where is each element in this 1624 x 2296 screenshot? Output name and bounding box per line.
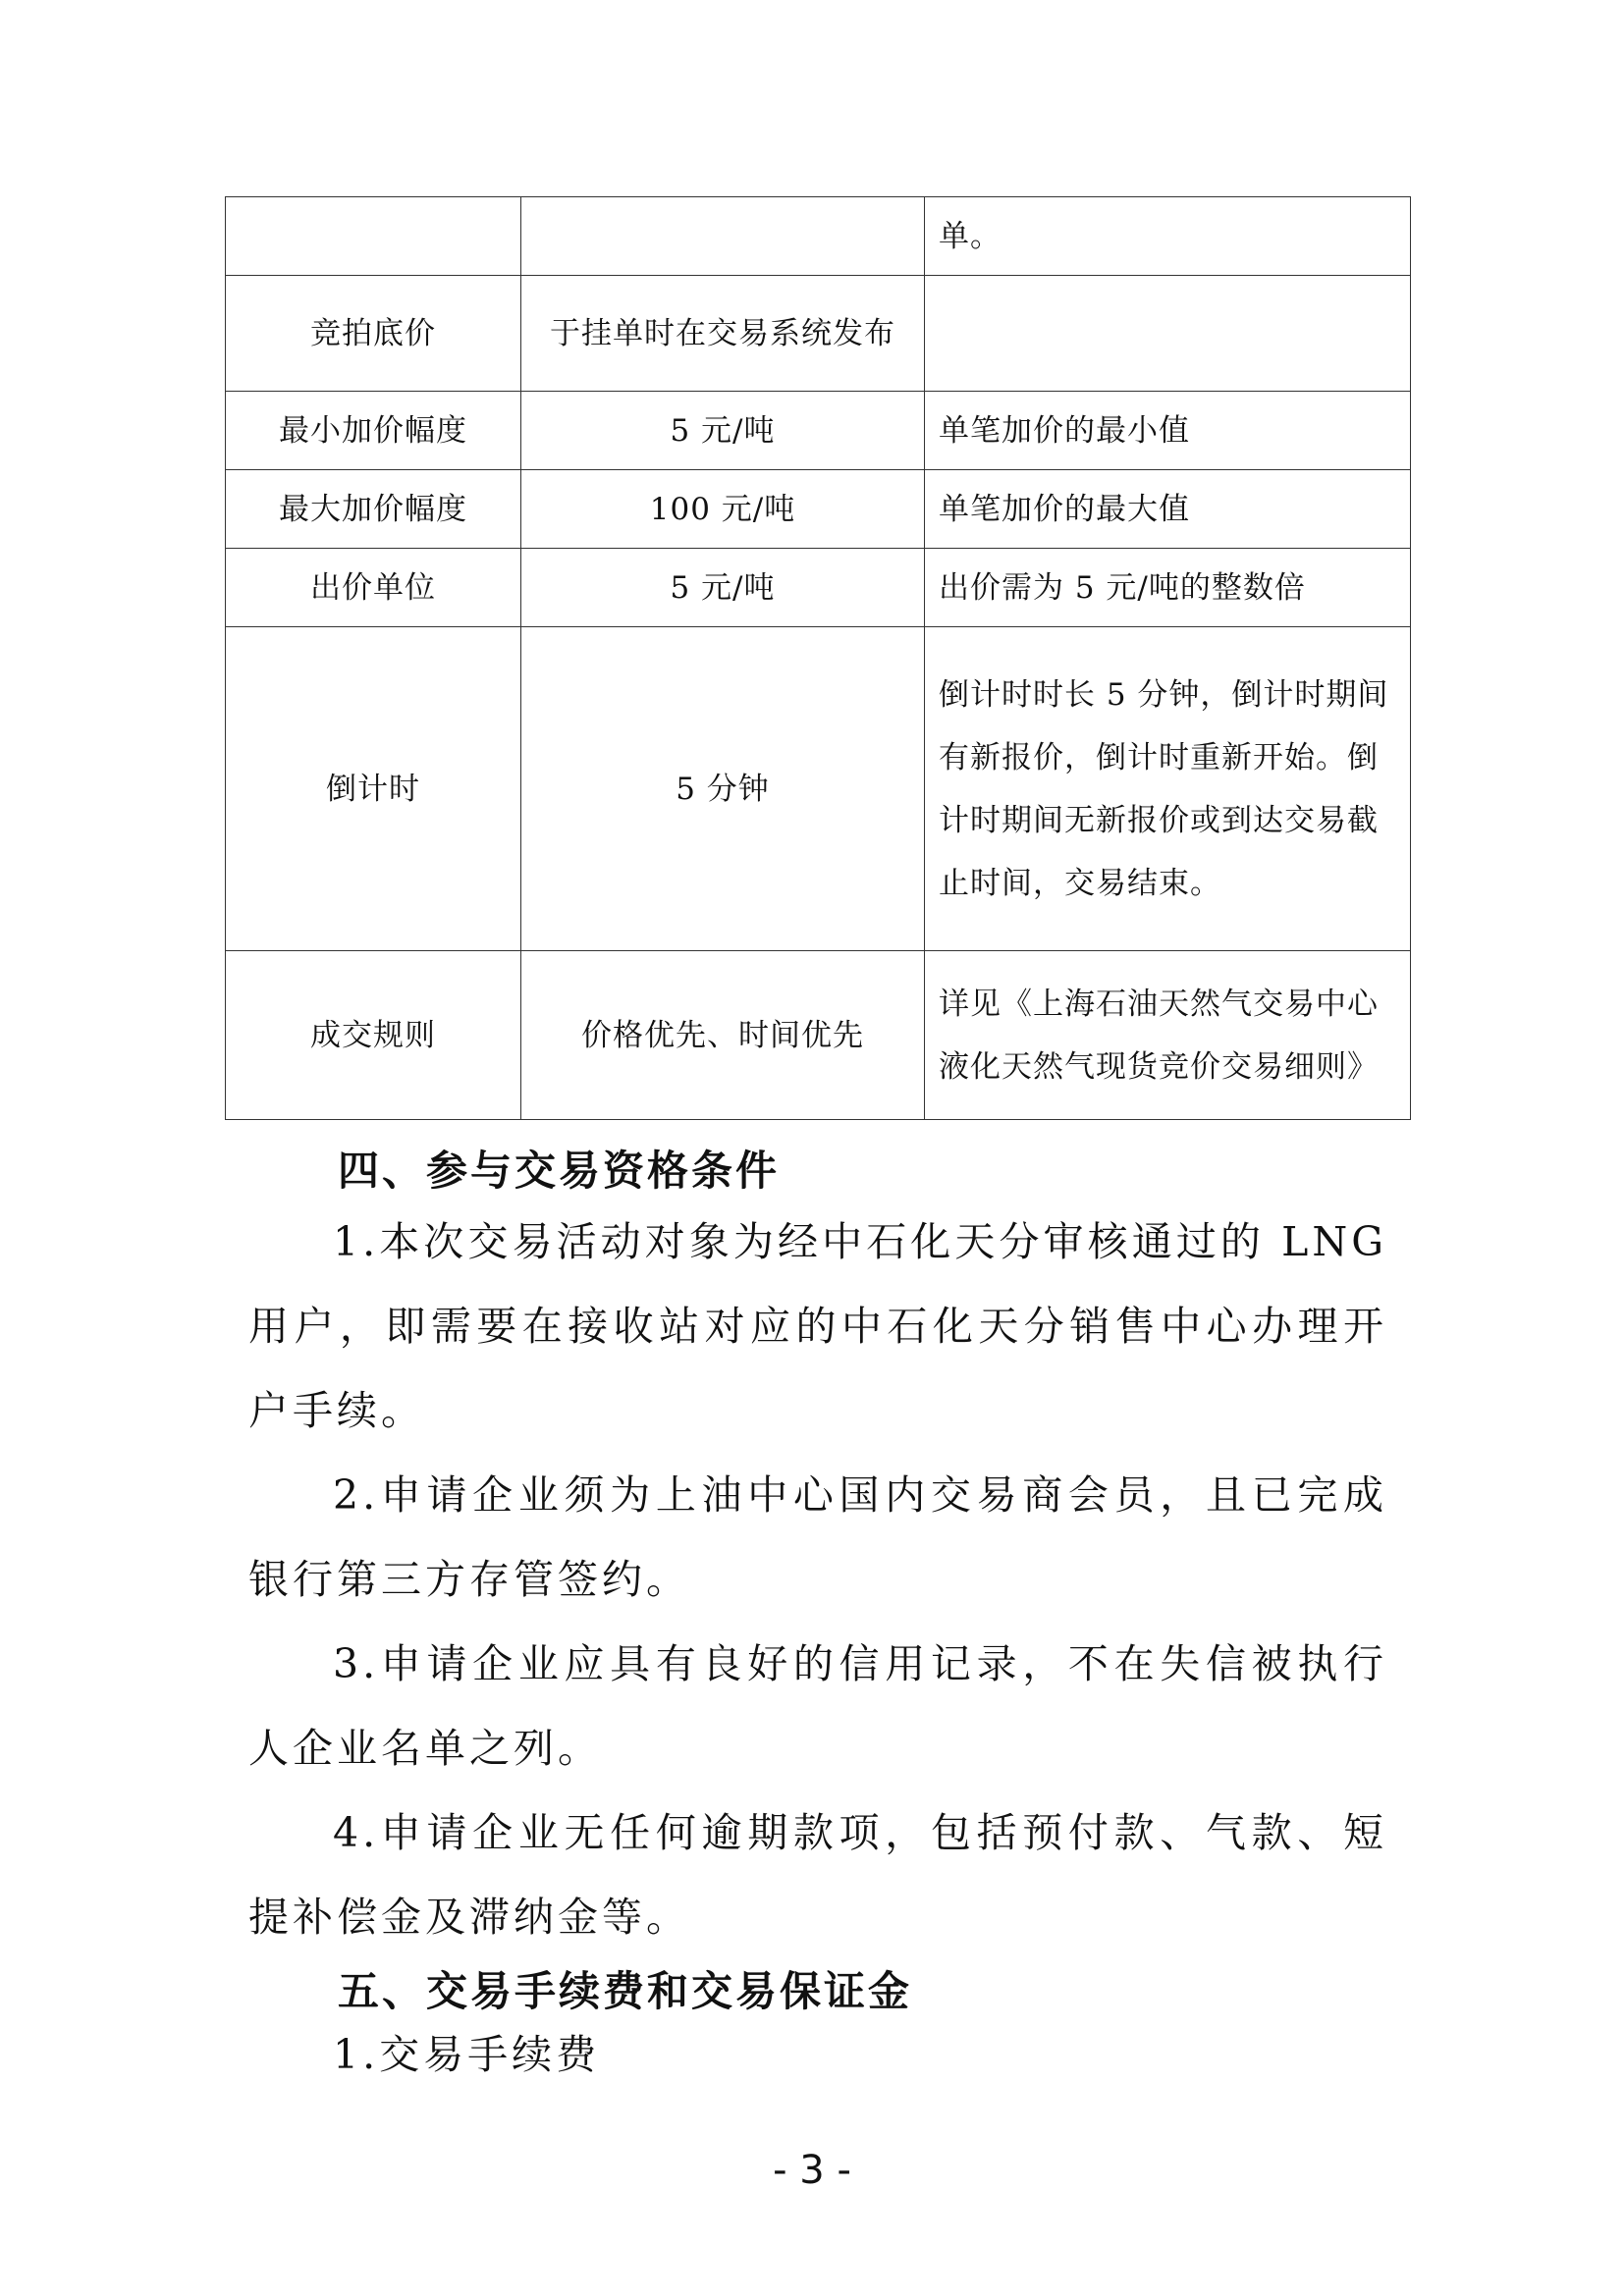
paragraph: 2.申请企业须为上油中心国内交易商会员，且已完成银行第三方存管签约。 [248, 1471, 1387, 1603]
table-cell: 单笔加价的最大值 [925, 470, 1411, 549]
paragraph: 1.交易手续费 [333, 2031, 601, 2078]
table-cell: 5 元/吨 [521, 392, 925, 470]
table-row [226, 627, 1411, 951]
table-row [226, 470, 1411, 549]
table-cell [925, 276, 1411, 392]
table-cell: 5 元/吨 [521, 549, 925, 627]
table-cell: 最大加价幅度 [226, 470, 521, 549]
section-heading: 五、交易手续费和交易保证金 [338, 1967, 913, 2015]
page-number: - 3 - [773, 2148, 851, 2193]
section-heading: 四、参与交易资格条件 [338, 1147, 781, 1195]
table-cell [521, 197, 925, 276]
table-cell: 竞拍底价 [226, 276, 521, 392]
paragraph: 1.本次交易活动对象为经中石化天分审核通过的 LNG 用户，即需要在接收站对应的中石化天分销售中心办理开户手续。 [248, 1218, 1387, 1434]
table-row [226, 392, 1411, 470]
table-cell: 成交规则 [226, 951, 521, 1120]
table-cell: 最小加价幅度 [226, 392, 521, 470]
table-cell: 倒计时时长 5 分钟，倒计时期间有新报价，倒计时重新开始。倒计时期间无新报价或到达交易截止时间，交易结束。 [925, 627, 1411, 951]
auction-rules-table [225, 196, 1411, 1120]
paragraph: 4.申请企业无任何逾期款项，包括预付款、气款、短提补偿金及滞纳金等。 [248, 1809, 1387, 1941]
table-cell [226, 197, 521, 276]
table-cell: 详见《上海石油天然气交易中心液化天然气现货竞价交易细则》 [925, 951, 1411, 1120]
table-cell: 单。 [925, 197, 1411, 276]
table-cell: 单笔加价的最小值 [925, 392, 1411, 470]
table-cell: 5 分钟 [521, 627, 925, 951]
table-cell: 100 元/吨 [521, 470, 925, 549]
table-cell: 于挂单时在交易系统发布 [521, 276, 925, 392]
table-row [226, 276, 1411, 392]
table-cell: 出价单位 [226, 549, 521, 627]
table-cell: 出价需为 5 元/吨的整数倍 [925, 549, 1411, 627]
table-row [226, 951, 1411, 1120]
table-row [226, 197, 1411, 276]
table-cell: 倒计时 [226, 627, 521, 951]
table-row [226, 549, 1411, 627]
table-cell: 价格优先、时间优先 [521, 951, 925, 1120]
paragraph: 3.申请企业应具有良好的信用记录，不在失信被执行人企业名单之列。 [248, 1640, 1387, 1772]
